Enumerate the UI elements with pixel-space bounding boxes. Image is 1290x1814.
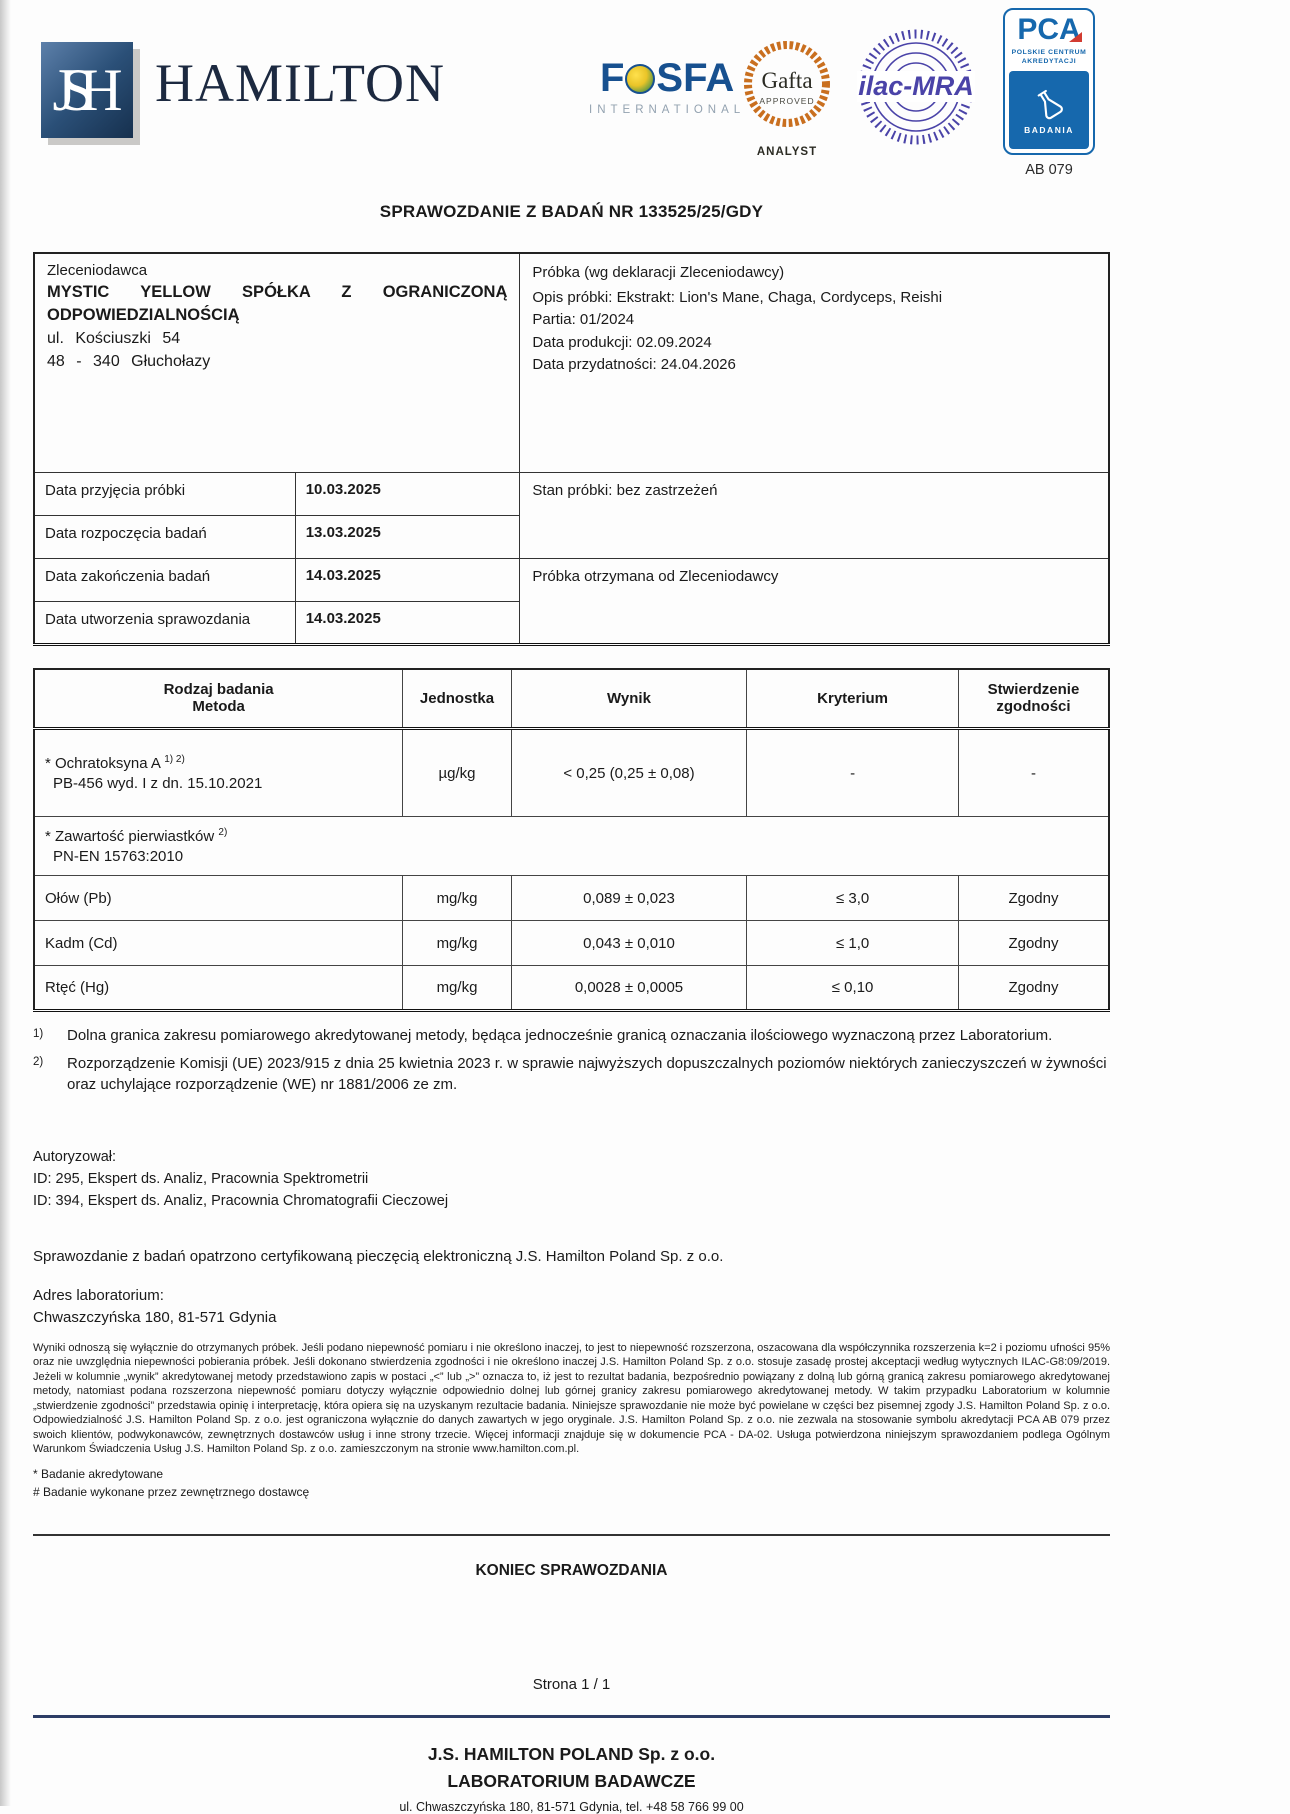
ilac-mra-seal-icon <box>855 26 977 148</box>
conformity-cell: Zgodny <box>958 966 1109 1011</box>
lab-address-section <box>33 1285 1110 1329</box>
footnote <box>33 1025 1110 1046</box>
conformity-cell: Zgodny <box>958 921 1109 966</box>
group-cell <box>34 817 1109 876</box>
date-label: Data zakończenia badań <box>34 558 295 601</box>
footer <box>33 1744 1110 1814</box>
test-name-cell <box>34 729 403 817</box>
table-row <box>34 876 1109 921</box>
table-row <box>34 729 1109 817</box>
date-label: Data utworzenia sprawozdania <box>34 601 295 644</box>
fosfa-letter-f: F <box>599 56 625 100</box>
pca-accreditation-badge <box>1003 8 1095 178</box>
report-title: SPRAWOZDANIE Z BADAŃ NR 133525/25/GDY <box>379 202 764 221</box>
header-metoda: Metoda <box>192 698 245 716</box>
conformity-cell: - <box>958 729 1109 817</box>
electronic-stamp-note: Sprawozdanie z badań opatrzono certyfikowaną pieczęcią elektroniczną J.S. Hamilton Poland Sp. z o.o. <box>33 1248 724 1266</box>
date-label: Data rozpoczęcia badań <box>34 515 295 558</box>
column-header-result: Wynik <box>511 669 746 729</box>
svg-text:ilac-MRA: ilac-MRA <box>858 71 974 101</box>
footnote-text: Rozporządzenie Komisji (UE) 2023/915 z dnia 25 kwietnia 2023 r. w sprawie najwyższych dopuszczalnych poziomów niektórych zanieczyszczeń w żywności oraz uchylające rozporządzenie (WE) nr 1881/2006 ze zm. <box>67 1055 1107 1093</box>
client-label: Zleceniodawca <box>47 262 148 279</box>
end-of-report-label: KONIEC SPRAWOZDANIA <box>475 1562 668 1580</box>
result-cell: < 0,25 (0,25 ± 0,08) <box>511 729 746 817</box>
footer-divider <box>33 1715 1110 1718</box>
footnote-marker: 2) <box>33 1056 44 1068</box>
unit-cell: µg/kg <box>403 729 512 817</box>
authorization-line: ID: 295, Ekspert ds. Analiz, Pracownia Spektrometrii <box>33 1170 369 1187</box>
pca-org-line2: AKREDYTACJI <box>1021 58 1077 66</box>
column-header-criterion: Kryterium <box>747 669 959 729</box>
gafta-approved-logo <box>737 36 837 165</box>
result-cell: 0,089 ± 0,023 <box>511 876 746 921</box>
sample-batch: Partia: 01/2024 <box>532 311 635 328</box>
date-value: 10.03.2025 <box>295 472 520 515</box>
column-header-conformity: Stwierdzenie zgodności <box>958 669 1109 729</box>
criterion-cell: ≤ 3,0 <box>747 876 959 921</box>
fosfa-logo <box>589 56 745 116</box>
section-divider <box>33 1534 1110 1536</box>
pca-badania-label: BADANIA <box>1024 124 1074 135</box>
conformity-cell: Zgodny <box>958 876 1109 921</box>
lab-address-value: Chwaszczyńska 180, 81-571 Gdynia <box>33 1309 277 1326</box>
client-sample-table <box>33 252 1110 646</box>
svg-text:APPROVED: APPROVED <box>759 96 815 106</box>
column-header-test <box>34 669 403 729</box>
test-name-cell: Kadm (Cd) <box>34 921 403 966</box>
lab-address-label: Adres laboratorium: <box>33 1287 164 1305</box>
test-name-cell: Ołów (Pb) <box>34 876 403 921</box>
date-value: 13.03.2025 <box>295 515 520 558</box>
fosfa-wordmark <box>589 56 745 101</box>
result-cell: 0,043 ± 0,010 <box>511 921 746 966</box>
client-street: ul. Kościuszki 54 <box>47 330 181 348</box>
criterion-cell: - <box>747 729 959 817</box>
client-cell <box>34 253 520 472</box>
ilac-mra-stamp <box>855 26 977 153</box>
footer-address: ul. Chwaszczyńska 180, 81-571 Gdynia, tel. +48 58 766 99 00 <box>399 1800 744 1814</box>
pca-blue-panel <box>1009 71 1089 149</box>
date-value: 14.03.2025 <box>295 558 520 601</box>
date-label: Data przyjęcia próbki <box>34 472 295 515</box>
result-cell: 0,0028 ± 0,0005 <box>511 966 746 1011</box>
authorization-line: ID: 394, Ekspert ds. Analiz, Pracownia Chromatografii Cieczowej <box>33 1192 449 1209</box>
flask-icon <box>1031 86 1067 122</box>
unit-cell: mg/kg <box>403 921 512 966</box>
table-row <box>34 966 1109 1011</box>
footer-company-name: J.S. HAMILTON POLAND Sp. z o.o. <box>427 1744 716 1765</box>
sample-expiry-date: Data przydatności: 24.04.2026 <box>532 356 736 373</box>
client-name: MYSTIC YELLOW SPÓŁKA Z OGRANICZONĄ ODPOWIEDZIALNOŚCIĄ <box>47 283 508 325</box>
group-method: PN-EN 15763:2010 <box>53 848 184 865</box>
table-row <box>34 921 1109 966</box>
test-method: PB-456 wyd. I z dn. 15.10.2021 <box>53 775 263 792</box>
unit-cell: mg/kg <box>403 876 512 921</box>
legend-section <box>33 1465 1110 1502</box>
client-city: 48 - 340 Głuchołazy <box>47 353 211 371</box>
sample-state-cell: Stan próbki: bez zastrzeżeń <box>520 472 1109 558</box>
results-table <box>33 668 1110 1013</box>
pca-org-name <box>1009 48 1089 66</box>
authorization-label: Autoryzował: <box>33 1149 117 1165</box>
sample-cell <box>520 253 1109 472</box>
test-name-cell: Rtęć (Hg) <box>34 966 403 1011</box>
header-rodzaj-badania: Rodzaj badania <box>163 681 274 699</box>
disclaimer-text: Wyniki odnoszą się wyłącznie do otrzymanych próbek. Jeśli podano niepewność pomiaru i nie określono inaczej, to jest to niepewność rozszerzona, oszacowana dla współczynnika rozszerzenia k=2 i poziomu ufności 95% oraz nie uwzględnia niepewności pobierania próbek. Jeśli dokonano stwierdzenia zgodności i nie określono inaczej J.S. Hamilton Poland Sp. z o.o. stosuje zasadę prostej akceptacji według wytycznych ILAC-G8:09/2019. Jeżeli w kolumnie „wynik” akredytowanej metody przedstawiono zapis w postaci „<” lub „>” oznacza to, iż jest to rezultat badania, bezpośrednio powiązany z dolną lub górną granicą zakresu pomiarowego akredytowanej metody, natomiast podana rozszerzona niepewność pomiaru dotyczy wyłącznie odpowiednio dolnej lub górnej granicy zakresu pomiarowego akredytowanej metody. W takim przypadku Laboratorium w kolumnie „stwierdzenie zgodności” przedstawia opinię i interpretację, która opiera się na uzyskanym rezultacie badania. Niniejsze sprawozdanie nie może być powielane w części bez pisemnej zgody J.S. Hamilton Poland Sp. z o.o. Odpowiedzialność J.S. Hamilton Poland Sp. z o.o. jest ograniczona wyłącznie do danych zawartych w jego oryginale. J.S. Hamilton Poland Sp. z o.o. nie zezwala na stosowanie symbolu akredytacji PCA AB 079 przez swoich klientów, podwykonawców, zewnętrznych dostawców usług i inne strony trzecie. Więcej informacji znajduje się w dokumencie PCA - DA-02. Usługa potwierdzona niniejszym sprawozdaniem podlega Ogólnym Warunkom Świadczenia Usług J.S. Hamilton Poland Sp. z o.o. zamieszczonym na stronie www.hamilton.com.pl. <box>33 1341 1110 1456</box>
sample-label: Próbka (wg deklaracji Zleceniodawcy) <box>532 264 785 281</box>
pca-org-line1: POLSKIE CENTRUM <box>1011 49 1087 56</box>
fosfa-letters-sfa: SFA <box>656 56 735 100</box>
footnote-marker: 1) <box>33 1028 44 1040</box>
legend-external: # Badanie wykonane przez zewnętrznego dostawcę <box>33 1485 310 1500</box>
svg-text:ANALYST: ANALYST <box>756 146 818 158</box>
table-group-row <box>34 817 1109 876</box>
svg-text:Gafta: Gafta <box>761 68 813 93</box>
jsh-monogram: JSH <box>52 56 108 123</box>
test-name: * Ochratoksyna A <box>45 755 161 772</box>
authorization-section <box>33 1147 1110 1212</box>
wheat-ring-icon <box>737 36 837 160</box>
sample-production-date: Data produkcji: 02.09.2024 <box>532 333 712 351</box>
scanned-page-edge <box>0 0 11 1806</box>
lab-report-document <box>33 0 1110 1814</box>
pca-badge-frame <box>1003 8 1095 155</box>
column-header-unit: Jednostka <box>403 669 512 729</box>
footer-lab-name: LABORATORIUM BADAWCZE <box>447 1771 696 1792</box>
globe-icon <box>625 64 655 94</box>
jsh-hamilton-logo <box>41 42 133 138</box>
sample-description: Opis próbki: Ekstrakt: Lion's Mane, Chaga, Cordyceps, Reishi <box>532 288 943 306</box>
date-value: 14.03.2025 <box>295 601 520 644</box>
footnotes-section <box>33 1025 1110 1095</box>
group-name: * Zawartość pierwiastków <box>45 828 215 845</box>
footnote <box>33 1053 1110 1095</box>
report-header <box>33 0 1110 192</box>
criterion-cell: ≤ 1,0 <box>747 921 959 966</box>
page-number: Strona 1 / 1 <box>532 1676 611 1694</box>
sample-origin-cell: Próbka otrzymana od Zleceniodawcy <box>520 558 1109 644</box>
hamilton-wordmark: HAMILTON <box>155 53 446 113</box>
footnote-text: Dolna granica zakresu pomiarowego akredytowanej metody, będąca jednocześnie granicą oznaczania ilościowego wyznaczoną przez Laboratorium. <box>67 1027 1053 1044</box>
criterion-cell: ≤ 0,10 <box>747 966 959 1011</box>
pca-acronym: PCA <box>1017 13 1081 46</box>
legend-accredited: * Badanie akredytowane <box>33 1466 164 1481</box>
fosfa-subtitle: INTERNATIONAL <box>589 104 746 116</box>
unit-cell: mg/kg <box>403 966 512 1011</box>
footnote-ref: 1) 2) <box>164 754 185 765</box>
pca-cert-number: AB 079 <box>1025 162 1073 179</box>
footnote-ref: 2) <box>218 827 228 838</box>
